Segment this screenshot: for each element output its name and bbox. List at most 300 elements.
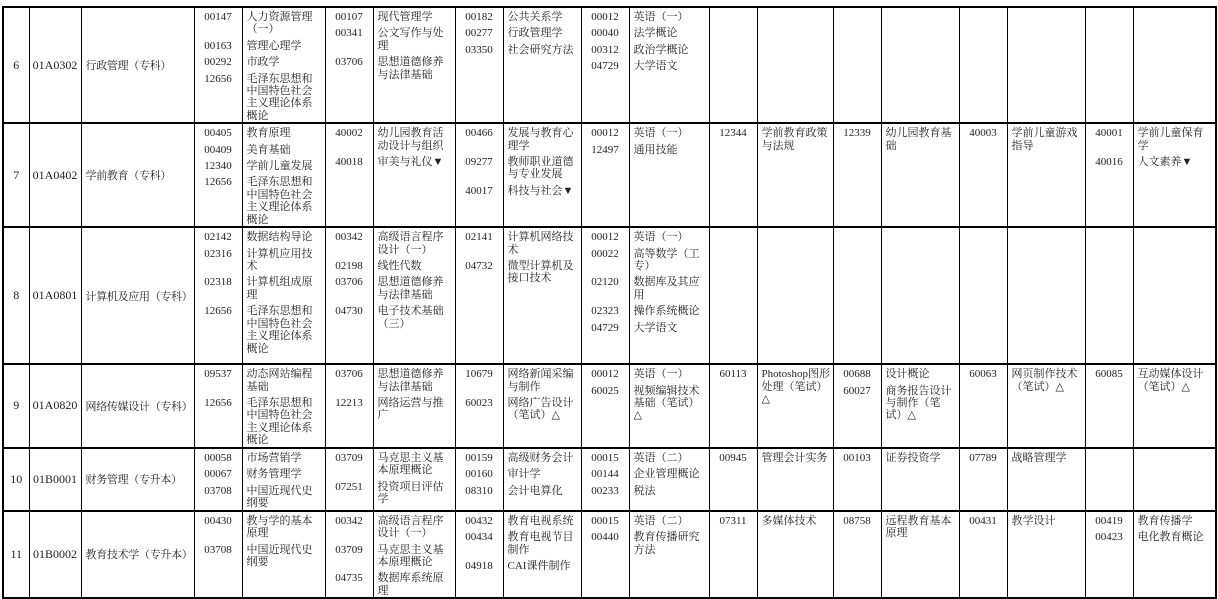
course-code: 10679	[465, 368, 493, 381]
course-name: 学前儿童发展	[246, 160, 313, 173]
course-name: 教与学的基本原理	[246, 514, 313, 540]
course-code: 00341	[335, 27, 363, 40]
course-entry	[456, 560, 581, 572]
course-name: 计算机网络技术	[507, 231, 574, 256]
course-name: 网页制作技术（笔试）△	[1011, 368, 1078, 393]
course-code: 02120	[591, 276, 619, 289]
course-slot-cell	[194, 123, 325, 227]
course-slot-cell	[325, 511, 455, 598]
course-entry	[834, 515, 959, 540]
course-entry	[326, 156, 455, 168]
course-name: 电化教育概论	[1137, 531, 1204, 544]
course-entry	[456, 485, 581, 497]
course-entry	[195, 11, 325, 36]
course-slot-cell	[455, 511, 581, 598]
major-name-cell: 行政管理（专科）	[81, 7, 194, 123]
course-code: 04729	[591, 321, 619, 334]
course-code: 00342	[335, 231, 363, 244]
course-code: 00103	[843, 451, 871, 464]
course-code: 12656	[204, 305, 232, 318]
course-slot-cell	[1085, 227, 1216, 364]
course-name: 教育原理	[246, 127, 291, 140]
course-entry	[456, 468, 581, 480]
course-entry	[326, 368, 455, 393]
course-code: 12213	[335, 397, 363, 410]
course-entry	[582, 468, 709, 480]
course-name: 教育电视节目制作	[507, 531, 574, 556]
course-code: 00434	[465, 531, 493, 544]
course-code: 00466	[465, 127, 493, 140]
course-code: 12656	[204, 176, 232, 189]
course-entry	[326, 11, 455, 23]
course-slot-cell	[455, 123, 581, 227]
course-name: 社会研究方法	[507, 43, 574, 56]
course-code: 04730	[335, 305, 363, 318]
course-entry	[456, 185, 581, 197]
course-code: 60023	[465, 397, 493, 410]
course-entry	[195, 276, 325, 301]
major-name-cell: 财务管理（专升本）	[81, 448, 194, 511]
course-slot-cell	[709, 123, 833, 227]
major-name-cell: 教育技术学（专升本）	[81, 511, 194, 598]
course-code: 00277	[465, 27, 493, 40]
course-name: 互动媒体设计（笔试）△	[1137, 368, 1204, 393]
course-code: 00405	[204, 127, 232, 140]
course-code: 04732	[465, 260, 493, 273]
course-entry	[1086, 368, 1216, 393]
course-entry	[195, 160, 325, 172]
course-code: 60085	[1095, 368, 1123, 381]
course-name: 视频编辑技术基础（笔试）△	[633, 384, 700, 422]
course-name: 英语（一）	[633, 127, 689, 140]
course-slot-cell	[194, 511, 325, 598]
course-slot-cell	[194, 448, 325, 511]
course-slot-cell	[325, 364, 455, 447]
course-name: 教育传播学	[1137, 514, 1193, 527]
course-slot-cell	[194, 7, 325, 123]
course-name: 美育基础	[246, 143, 291, 156]
course-entry	[326, 231, 455, 256]
course-entry	[195, 397, 325, 447]
course-slot-cell	[455, 364, 581, 447]
course-name: 大学语文	[633, 321, 678, 334]
course-code: 00233	[591, 484, 619, 497]
course-name: 英语（一）	[633, 11, 689, 23]
course-entry	[195, 127, 325, 139]
course-entry	[195, 485, 325, 510]
course-name: 高级财务会计	[507, 451, 574, 464]
course-code: 02141	[465, 231, 493, 244]
course-name: 高等数学（工专）	[633, 247, 700, 273]
course-name: 英语（一）	[633, 231, 689, 244]
course-entry	[582, 322, 709, 334]
course-code: 60027	[843, 384, 871, 397]
course-name: 马克思主义基本原理概论	[377, 451, 444, 477]
course-slot-cell	[581, 123, 709, 227]
course-slot-cell	[959, 511, 1085, 598]
course-code: 60113	[719, 368, 747, 381]
course-name: Photoshop图形处理（笔试）△	[761, 368, 830, 406]
course-entry	[582, 144, 709, 156]
course-entry	[195, 231, 325, 243]
course-name: 战略管理学	[1011, 451, 1067, 464]
course-entry	[195, 73, 325, 123]
course-name: 科技与社会▼	[507, 184, 574, 197]
course-entry	[582, 27, 709, 39]
course-code: 07311	[719, 514, 747, 527]
course-entry	[834, 385, 959, 422]
course-code: 12344	[719, 127, 747, 140]
course-entry	[456, 231, 581, 256]
course-code: 04735	[335, 572, 363, 585]
course-name: 微型计算机及接口技术	[507, 260, 574, 285]
course-name: 学前儿童保育学	[1137, 127, 1204, 152]
course-slot-cell	[833, 123, 959, 227]
course-slot-cell	[581, 364, 709, 447]
major-name-cell: 网络传媒设计（专科）	[81, 364, 194, 447]
course-name: 大学语文	[633, 60, 678, 73]
major-code-cell: 01B0001	[29, 448, 81, 511]
course-name: 学前儿童游戏指导	[1011, 127, 1078, 152]
course-slot-cell	[833, 448, 959, 511]
course-name: 设计概论	[885, 368, 930, 381]
course-name: 英语（二）	[633, 514, 689, 527]
course-entry	[960, 127, 1085, 152]
course-code: 02323	[591, 305, 619, 318]
exam-schedule-table	[2, 6, 1217, 599]
course-code: 00058	[204, 451, 232, 464]
course-code: 09537	[204, 368, 232, 381]
course-entry	[1086, 531, 1216, 543]
course-entry	[834, 368, 959, 380]
course-name: 毛泽东思想和中国特色社会主义理论体系概论	[246, 305, 313, 355]
course-name: 电子技术基础（三）	[377, 305, 444, 330]
course-name: 企业管理概论	[633, 468, 700, 481]
course-entry	[960, 368, 1085, 393]
course-slot-cell	[709, 448, 833, 511]
course-code: 40002	[335, 127, 363, 140]
course-entry	[960, 452, 1085, 464]
course-slot-cell	[581, 227, 709, 364]
course-code: 02316	[204, 247, 232, 260]
course-name: 高级语言程序设计（一）	[377, 514, 444, 540]
course-entry	[710, 368, 833, 405]
course-slot-cell	[325, 227, 455, 364]
course-code: 00182	[465, 11, 493, 23]
course-entry	[456, 260, 581, 285]
course-code: 03709	[335, 451, 363, 464]
course-entry	[195, 56, 325, 68]
course-entry	[195, 40, 325, 52]
course-name: 政治学概论	[633, 43, 689, 56]
course-entry	[582, 531, 709, 556]
course-slot-cell	[1085, 364, 1216, 447]
course-name: 教师职业道德与专业发展	[507, 156, 574, 181]
course-name: CAI课件制作	[507, 559, 571, 572]
course-slot-cell	[455, 7, 581, 123]
exam-table-body	[3, 7, 1216, 598]
course-entry	[326, 481, 455, 506]
course-code: 00147	[204, 11, 232, 23]
major-row	[3, 511, 1216, 598]
course-entry	[195, 468, 325, 480]
course-slot-cell	[325, 448, 455, 511]
course-code: 09277	[465, 156, 493, 169]
course-entry	[582, 385, 709, 422]
exam-schedule-page	[0, 6, 1218, 597]
course-entry	[710, 127, 833, 152]
course-code: 00292	[204, 56, 232, 69]
course-entry	[456, 11, 581, 23]
course-slot-cell	[959, 7, 1085, 123]
course-entry	[834, 127, 959, 152]
course-code: 12340	[204, 160, 232, 173]
course-code: 00419	[1095, 514, 1123, 527]
major-code-cell: 01A0302	[29, 7, 81, 123]
course-code: 07251	[335, 480, 363, 493]
major-row	[3, 364, 1216, 447]
course-code: 00312	[591, 43, 619, 56]
course-entry	[582, 452, 709, 464]
course-entry	[456, 44, 581, 56]
course-name: 商务报告设计与制作（笔试）△	[885, 384, 952, 422]
course-name: 英语（一）	[633, 368, 689, 381]
major-row	[3, 227, 1216, 364]
course-name: 幼儿园教育活动设计与组织	[377, 127, 444, 152]
course-entry	[710, 452, 833, 464]
course-code: 00015	[591, 514, 619, 527]
course-entry	[195, 368, 325, 393]
course-code: 60063	[969, 368, 997, 381]
course-name: 计算机应用技术	[246, 247, 313, 273]
course-slot-cell	[1085, 7, 1216, 123]
course-entry	[582, 60, 709, 72]
course-code: 12656	[204, 397, 232, 410]
course-code: 02198	[335, 260, 363, 273]
course-name: 高级语言程序设计（一）	[377, 231, 444, 256]
major-code-cell: 01B0002	[29, 511, 81, 598]
course-code: 03706	[335, 56, 363, 69]
course-name: 发展与教育心理学	[507, 127, 574, 152]
major-name-cell: 学前教育（专科）	[81, 123, 194, 227]
course-name: 现代管理学	[377, 11, 433, 23]
course-name: 数据库系统原理	[377, 572, 444, 597]
course-entry	[456, 515, 581, 527]
course-entry	[960, 515, 1085, 527]
course-code: 00688	[843, 368, 871, 381]
course-name: 财务管理学	[246, 468, 302, 481]
course-name: 法学概论	[633, 27, 678, 40]
course-code: 00012	[591, 127, 619, 140]
course-slot-cell	[1085, 448, 1216, 511]
course-entry	[582, 276, 709, 301]
course-code: 03706	[335, 276, 363, 289]
major-row	[3, 7, 1216, 123]
row-number-cell: 10	[3, 448, 29, 511]
course-code: 02142	[204, 231, 232, 244]
course-name: 计算机组成原理	[246, 276, 313, 301]
course-code: 03708	[204, 484, 232, 497]
course-code: 00430	[204, 514, 232, 527]
major-code-cell: 01A0820	[29, 364, 81, 447]
course-name: 毛泽东思想和中国特色社会主义理论体系概论	[246, 72, 313, 122]
major-row	[3, 448, 1216, 511]
course-entry	[582, 248, 709, 273]
row-number-cell: 6	[3, 7, 29, 123]
course-slot-cell	[325, 7, 455, 123]
course-name: 人文素养▼	[1137, 156, 1193, 169]
course-name: 公文写作与处理	[377, 27, 444, 52]
course-slot-cell	[581, 7, 709, 123]
course-code: 40003	[969, 127, 997, 140]
course-code: 00022	[591, 247, 619, 260]
course-entry	[326, 276, 455, 301]
course-entry	[1086, 156, 1216, 168]
course-name: 通用技能	[633, 143, 678, 156]
course-code: 00015	[591, 451, 619, 464]
course-slot-cell	[455, 448, 581, 511]
course-entry	[195, 452, 325, 464]
course-name: 网络广告设计（笔试）△	[507, 397, 574, 422]
course-entry	[326, 56, 455, 81]
course-code: 40001	[1095, 127, 1123, 140]
course-code: 00432	[465, 514, 493, 527]
course-code: 04918	[465, 559, 493, 572]
course-code: 00342	[335, 514, 363, 527]
major-code-cell: 01A0801	[29, 227, 81, 364]
course-entry	[195, 544, 325, 569]
course-name: 远程教育基本原理	[885, 514, 952, 540]
course-entry	[195, 144, 325, 156]
course-slot-cell	[325, 123, 455, 227]
course-name: 幼儿园教育基础	[885, 127, 952, 152]
course-name: 毛泽东思想和中国特色社会主义理论体系概论	[246, 397, 313, 447]
course-entry	[582, 485, 709, 497]
course-entry	[456, 127, 581, 152]
course-code: 00012	[591, 231, 619, 244]
course-code: 00163	[204, 39, 232, 52]
course-slot-cell	[709, 7, 833, 123]
course-entry	[582, 127, 709, 139]
course-entry	[456, 452, 581, 464]
course-name: 中国近现代史纲要	[246, 484, 313, 509]
course-name: 投资项目评估学	[377, 480, 444, 505]
course-entry	[195, 248, 325, 273]
course-code: 07789	[969, 451, 997, 464]
course-code: 00040	[591, 27, 619, 40]
course-slot-cell	[959, 448, 1085, 511]
course-entry	[582, 44, 709, 56]
course-entry	[834, 452, 959, 464]
course-name: 数据库及其应用	[633, 276, 700, 301]
course-slot-cell	[581, 511, 709, 598]
course-code: 12339	[843, 127, 871, 140]
course-slot-cell	[194, 227, 325, 364]
course-slot-cell	[709, 227, 833, 364]
course-name: 会计电算化	[507, 484, 563, 497]
course-slot-cell	[833, 227, 959, 364]
course-code: 00423	[1095, 531, 1123, 544]
row-number-cell: 8	[3, 227, 29, 364]
course-entry	[456, 397, 581, 422]
course-entry	[326, 572, 455, 597]
course-entry	[582, 515, 709, 527]
course-name: 多媒体技术	[761, 514, 817, 527]
course-entry	[326, 515, 455, 540]
course-name: 思想道德修养与法律基础	[377, 56, 444, 81]
course-entry	[326, 27, 455, 52]
course-name: 教育电视系统	[507, 514, 574, 527]
course-code: 03708	[204, 543, 232, 556]
course-code: 02318	[204, 276, 232, 289]
course-name: 证券投资学	[885, 451, 941, 464]
course-slot-cell	[833, 511, 959, 598]
course-name: 马克思主义基本原理概论	[377, 543, 444, 568]
course-entry	[195, 515, 325, 540]
course-name: 思想道德修养与法律基础	[377, 368, 444, 393]
course-slot-cell	[959, 123, 1085, 227]
course-name: 操作系统概论	[633, 305, 700, 318]
course-code: 00431	[969, 514, 997, 527]
course-slot-cell	[959, 364, 1085, 447]
course-code: 03350	[465, 43, 493, 56]
course-name: 线性代数	[377, 260, 422, 273]
row-number-cell: 9	[3, 364, 29, 447]
course-entry	[582, 305, 709, 317]
course-entry	[1086, 127, 1216, 152]
course-entry	[582, 368, 709, 380]
course-name: 教学设计	[1011, 514, 1056, 527]
course-code: 08758	[843, 514, 871, 527]
course-slot-cell	[581, 448, 709, 511]
course-entry	[582, 231, 709, 243]
course-code: 40016	[1095, 156, 1123, 169]
course-code: 00160	[465, 468, 493, 481]
major-row	[3, 123, 1216, 227]
major-code-cell: 01A0402	[29, 123, 81, 227]
course-name: 中国近现代史纲要	[246, 543, 313, 568]
course-code: 00945	[719, 451, 747, 464]
course-entry	[326, 127, 455, 152]
course-slot-cell	[709, 364, 833, 447]
course-entry	[456, 368, 581, 393]
course-code: 00159	[465, 451, 493, 464]
course-code: 00012	[591, 368, 619, 381]
course-name: 公共关系学	[507, 11, 563, 23]
course-code: 00107	[335, 11, 363, 23]
course-slot-cell	[709, 511, 833, 598]
course-entry	[1086, 515, 1216, 527]
course-slot-cell	[833, 364, 959, 447]
row-number-cell: 11	[3, 511, 29, 598]
course-code: 40018	[335, 156, 363, 169]
course-name: 毛泽东思想和中国特色社会主义理论体系概论	[246, 176, 313, 226]
course-name: 网络新闻采编与制作	[507, 368, 574, 393]
course-entry	[456, 531, 581, 556]
course-entry	[582, 11, 709, 23]
course-name: 数据结构导论	[246, 231, 313, 244]
course-code: 03706	[335, 368, 363, 381]
course-name: 教育传播研究方法	[633, 531, 700, 556]
course-code: 04729	[591, 60, 619, 73]
course-name: 管理会计实务	[761, 451, 828, 464]
course-code: 00067	[204, 468, 232, 481]
course-entry	[326, 260, 455, 272]
course-slot-cell	[194, 364, 325, 447]
course-code: 40017	[465, 184, 493, 197]
course-name: 管理心理学	[246, 39, 302, 52]
course-name: 审美与礼仪▼	[377, 156, 444, 169]
